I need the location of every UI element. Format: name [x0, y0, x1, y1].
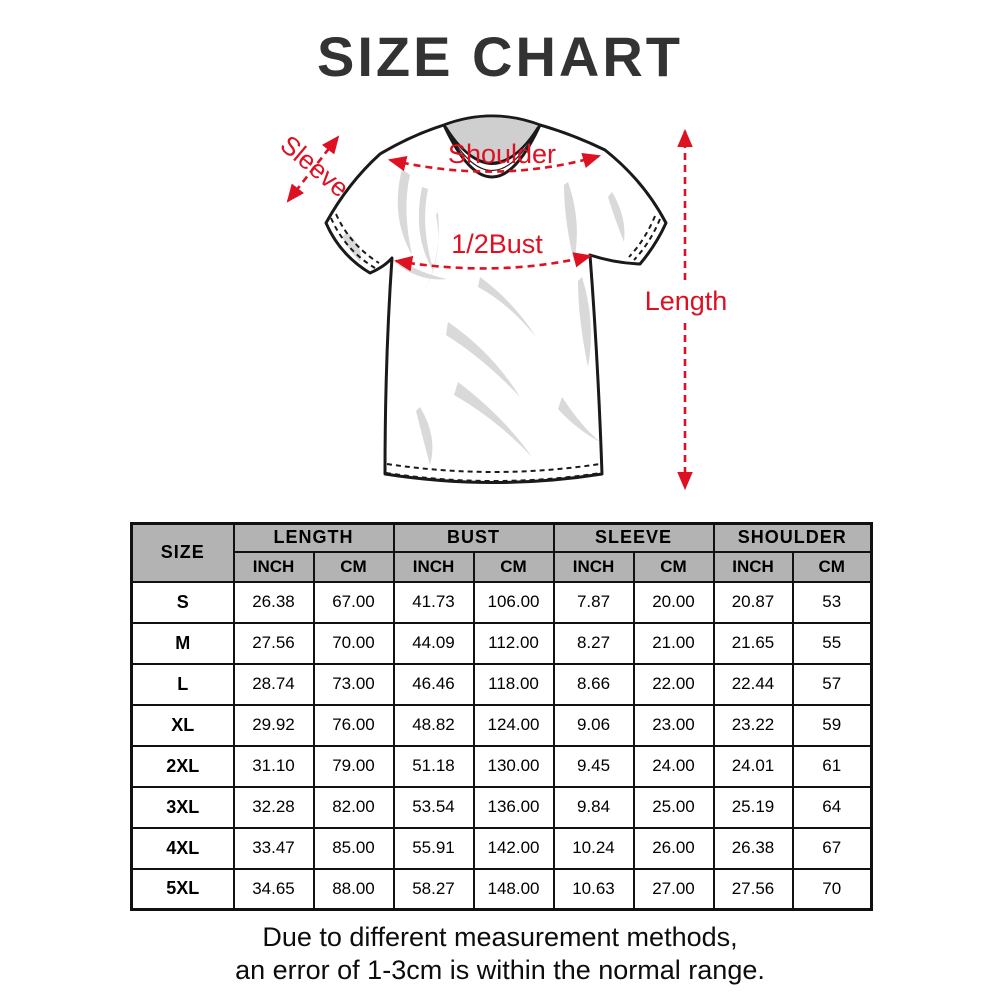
unit-cell: CM — [474, 552, 554, 582]
value-cell: 32.28 — [234, 787, 314, 828]
disclaimer-line-2: an error of 1-3cm is within the normal range. — [235, 955, 765, 986]
value-cell: 55 — [793, 623, 872, 664]
value-cell: 10.63 — [554, 869, 634, 910]
value-cell: 9.84 — [554, 787, 634, 828]
value-cell: 46.46 — [394, 664, 474, 705]
unit-cell: CM — [793, 552, 872, 582]
tshirt-body — [326, 116, 666, 483]
header-unit-row — [132, 552, 872, 582]
size-cell: M — [132, 623, 234, 664]
unit-cell: CM — [634, 552, 714, 582]
size-cell: 5XL — [132, 869, 234, 910]
value-cell: 44.09 — [394, 623, 474, 664]
sleeve-label: Sleeve — [274, 129, 355, 204]
unit-cell: INCH — [234, 552, 314, 582]
unit-cell: INCH — [714, 552, 793, 582]
value-cell: 27.00 — [634, 869, 714, 910]
value-cell: 136.00 — [474, 787, 554, 828]
value-cell: 70.00 — [314, 623, 394, 664]
value-cell: 10.24 — [554, 828, 634, 869]
value-cell: 29.92 — [234, 705, 314, 746]
value-cell: 25.00 — [634, 787, 714, 828]
half-bust-label: 1/2Bust — [451, 229, 543, 259]
table-row — [132, 828, 872, 869]
value-cell: 64 — [793, 787, 872, 828]
value-cell: 23.00 — [634, 705, 714, 746]
value-cell: 8.66 — [554, 664, 634, 705]
size-cell: XL — [132, 705, 234, 746]
value-cell: 67.00 — [314, 582, 394, 623]
unit-cell: CM — [314, 552, 394, 582]
header-cell-shoulder: SHOULDER — [714, 524, 872, 552]
value-cell: 73.00 — [314, 664, 394, 705]
value-cell: 70 — [793, 869, 872, 910]
value-cell: 21.00 — [634, 623, 714, 664]
value-cell: 8.27 — [554, 623, 634, 664]
table-row — [132, 582, 872, 623]
value-cell: 124.00 — [474, 705, 554, 746]
value-cell: 106.00 — [474, 582, 554, 623]
value-cell: 55.91 — [394, 828, 474, 869]
size-cell: 3XL — [132, 787, 234, 828]
value-cell: 112.00 — [474, 623, 554, 664]
size-table — [130, 522, 873, 911]
value-cell: 142.00 — [474, 828, 554, 869]
table-row — [132, 787, 872, 828]
unit-cell: INCH — [554, 552, 634, 582]
value-cell: 25.19 — [714, 787, 793, 828]
unit-cell: INCH — [394, 552, 474, 582]
value-cell: 28.74 — [234, 664, 314, 705]
value-cell: 22.00 — [634, 664, 714, 705]
value-cell: 59 — [793, 705, 872, 746]
header-group-row — [132, 524, 872, 552]
size-cell: 2XL — [132, 746, 234, 787]
header-cell-length: LENGTH — [234, 524, 394, 552]
length-label: Length — [644, 286, 728, 316]
value-cell: 33.47 — [234, 828, 314, 869]
header-cell-size: SIZE — [132, 524, 234, 582]
value-cell: 148.00 — [474, 869, 554, 910]
value-cell: 9.45 — [554, 746, 634, 787]
value-cell: 41.73 — [394, 582, 474, 623]
table-row — [132, 869, 872, 910]
value-cell: 20.87 — [714, 582, 793, 623]
value-cell: 26.38 — [234, 582, 314, 623]
value-cell: 58.27 — [394, 869, 474, 910]
value-cell: 82.00 — [314, 787, 394, 828]
disclaimer-line-1: Due to different measurement methods, — [262, 922, 738, 952]
value-cell: 51.18 — [394, 746, 474, 787]
table-row — [132, 623, 872, 664]
shoulder-label: Shoulder — [447, 139, 557, 169]
value-cell: 27.56 — [234, 623, 314, 664]
value-cell: 67 — [793, 828, 872, 869]
table-row — [132, 746, 872, 787]
value-cell: 24.01 — [714, 746, 793, 787]
value-cell: 53.54 — [394, 787, 474, 828]
value-cell: 118.00 — [474, 664, 554, 705]
value-cell: 76.00 — [314, 705, 394, 746]
value-cell: 26.38 — [714, 828, 793, 869]
value-cell: 31.10 — [234, 746, 314, 787]
value-cell: 24.00 — [634, 746, 714, 787]
value-cell: 53 — [793, 582, 872, 623]
value-cell: 20.00 — [634, 582, 714, 623]
value-cell: 57 — [793, 664, 872, 705]
header-cell-bust: BUST — [394, 524, 554, 552]
value-cell: 26.00 — [634, 828, 714, 869]
value-cell: 34.65 — [234, 869, 314, 910]
value-cell: 22.44 — [714, 664, 793, 705]
value-cell: 130.00 — [474, 746, 554, 787]
size-cell: L — [132, 664, 234, 705]
size-cell: S — [132, 582, 234, 623]
page-title: SIZE CHART — [317, 25, 683, 88]
value-cell: 21.65 — [714, 623, 793, 664]
value-cell: 27.56 — [714, 869, 793, 910]
measurement-disclaimer — [0, 921, 1000, 987]
value-cell: 61 — [793, 746, 872, 787]
value-cell: 23.22 — [714, 705, 793, 746]
value-cell: 9.06 — [554, 705, 634, 746]
table-row — [132, 705, 872, 746]
table-row — [132, 664, 872, 705]
value-cell: 85.00 — [314, 828, 394, 869]
size-cell: 4XL — [132, 828, 234, 869]
tshirt-icon — [252, 97, 744, 515]
value-cell: 88.00 — [314, 869, 394, 910]
value-cell: 7.87 — [554, 582, 634, 623]
tshirt-diagram — [252, 97, 744, 515]
value-cell: 48.82 — [394, 705, 474, 746]
header-cell-sleeve: SLEEVE — [554, 524, 714, 552]
value-cell: 79.00 — [314, 746, 394, 787]
